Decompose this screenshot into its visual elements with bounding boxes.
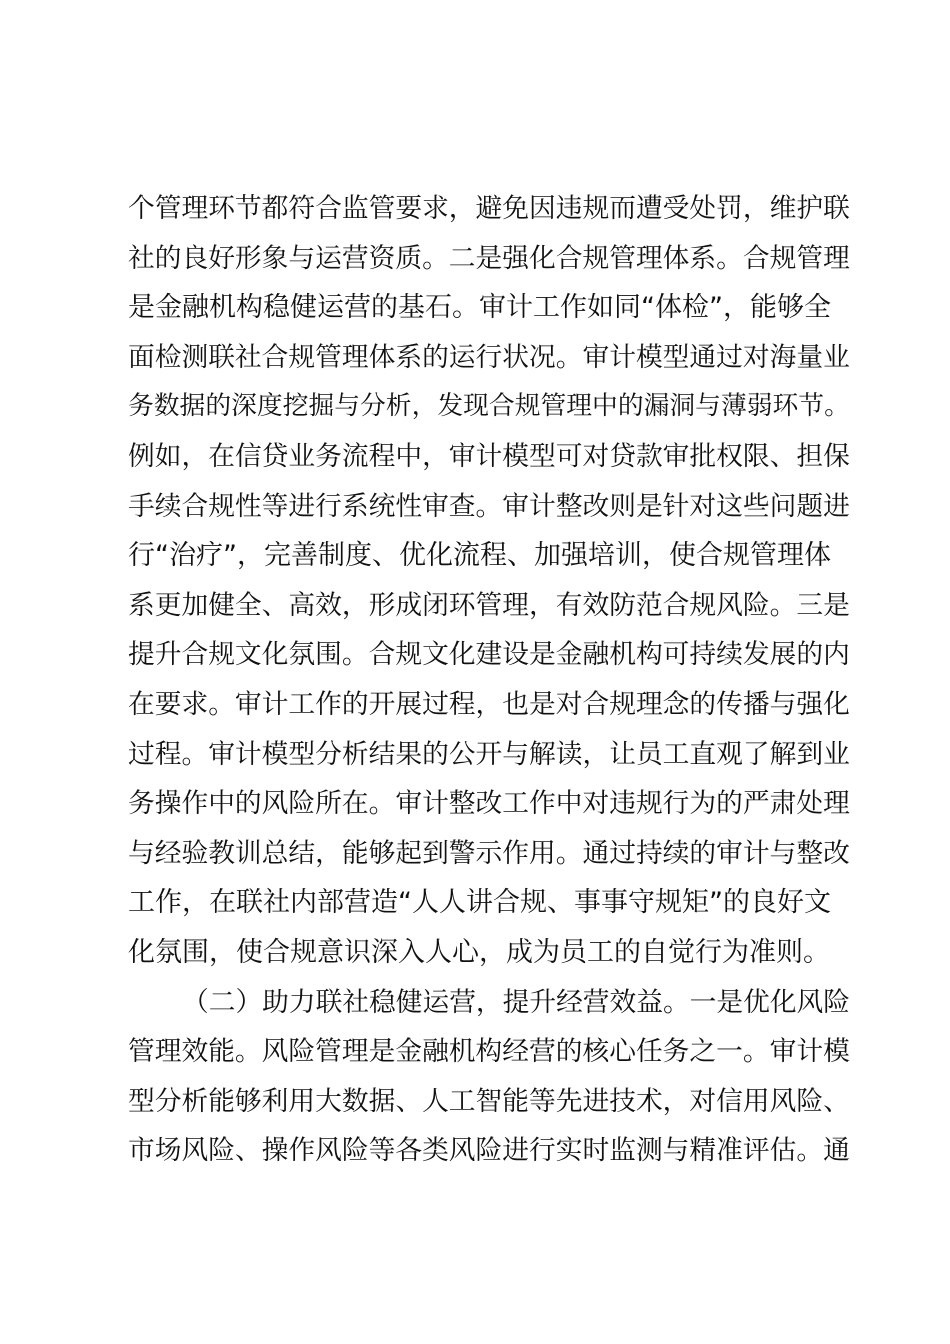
text-line: 工作，在联社内部营造“人人讲合规、事事守规矩”的良好文: [128, 887, 831, 919]
text-line: 型分析能够利用大数据、人工智能等先进技术，对信用风险、: [128, 1085, 850, 1117]
text-line: 面检测联社合规管理体系的运行状况。审计模型通过对海量业: [128, 341, 850, 373]
text-line: 个管理环节都符合监管要求，避免因违规而遭受处罚，维护联: [128, 193, 850, 224]
text-line: 是金融机构稳健运营的基石。审计工作如同“体检”，能够全: [128, 292, 831, 324]
text-line: 社的良好形象与运营资质。二是强化合规管理体系。合规管理: [128, 242, 850, 274]
text-line: 提升合规文化氛围。合规文化建设是金融机构可持续发展的内: [128, 639, 850, 671]
text-line: 与经验教训总结，能够起到警示作用。通过持续的审计与整改: [128, 837, 850, 869]
section-heading-line: （二）助力联社稳健运营，提升经营效益。一是优化风险: [182, 986, 850, 1018]
text-line: 在要求。审计工作的开展过程，也是对合规理念的传播与强化: [128, 688, 850, 720]
text-line: 手续合规性等进行系统性审查。审计整改则是针对这些问题进: [128, 490, 850, 522]
text-line: 管理效能。风险管理是金融机构经营的核心任务之一。审计模: [128, 1036, 850, 1068]
text-line: 系更加健全、高效，形成闭环管理，有效防范合规风险。三是: [128, 589, 850, 621]
text-line: 过程。审计模型分析结果的公开与解读，让员工直观了解到业: [128, 738, 850, 770]
text-line: 化氛围，使合规意识深入人心，成为员工的自觉行为准则。: [128, 936, 830, 968]
text-line: 务操作中的风险所在。审计整改工作中对违规行为的严肃处理: [128, 788, 850, 820]
body-text: [128, 184, 848, 1176]
text-line: 例如，在信贷业务流程中，审计模型可对贷款审批权限、担保: [128, 440, 850, 472]
text-line: 市场风险、操作风险等各类风险进行实时监测与精准评估。通: [128, 1135, 850, 1167]
text-line: 务数据的深度挖掘与分析，发现合规管理中的漏洞与薄弱环节。: [128, 391, 850, 422]
text-line: 行“治疗”，完善制度、优化流程、加强培训，使合规管理体: [128, 540, 831, 572]
